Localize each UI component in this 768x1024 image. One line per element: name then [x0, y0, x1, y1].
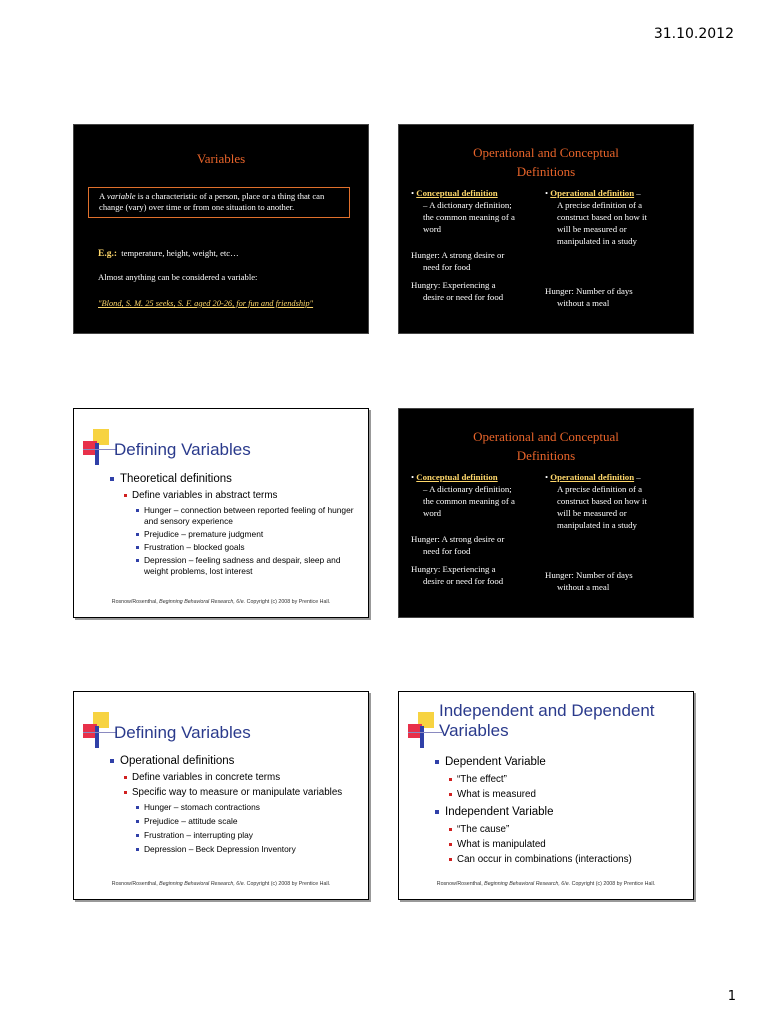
slide-title: [399, 143, 693, 181]
hungry-conceptual: Hungry: Experiencing a: [411, 564, 496, 574]
title-line-2: Definitions: [516, 448, 576, 463]
conceptual-line: word: [423, 224, 442, 234]
footer-book: Beginning Behavioral Research, 6/e.: [484, 881, 571, 887]
hunger-operational: Hunger: Number of days: [545, 286, 633, 296]
list-item: Operational definitions: [108, 754, 360, 769]
footer-text: Rosnow/Rosenthal,: [111, 599, 160, 605]
list-item: Frustration – interrupting play: [108, 830, 360, 841]
conceptual-column: • Conceptual definition – A dictionary definition; the common meaning of a word Hunger: A strong desire or need for food Hungry: Experiencing a desire or need for food: [411, 187, 543, 303]
list-item: Frustration – blocked goals: [108, 542, 360, 553]
footer-copyright: Copyright (c) 2008 by Prentice Hall.: [570, 881, 656, 887]
operational-column: • Operational definition – A precise definition of a construct based on how it will be measured or manipulated in a study Hunger: Number of days without a meal: [545, 471, 685, 593]
conceptual-line: – A dictionary definition;: [423, 200, 512, 210]
list-item: What is manipulated: [433, 838, 685, 851]
footer-text: Rosnow/Rosenthal,: [111, 881, 160, 887]
hunger-operational-cont: without a meal: [557, 582, 610, 592]
hunger-operational-cont: without a meal: [557, 298, 610, 308]
list-item: What is measured: [433, 788, 685, 801]
slide-operational-conceptual: [398, 124, 694, 334]
operational-heading: Operational definition: [550, 188, 635, 198]
operational-line: manipulated in a study: [557, 520, 637, 530]
list-item: Define variables in concrete terms: [108, 771, 360, 784]
bullet-list: [108, 754, 360, 855]
slide-title: Defining Variables: [114, 440, 251, 459]
almost-anything-text: Almost anything can be considered a variable:: [98, 272, 258, 282]
title-line-1: Independent and Dependent: [439, 701, 655, 720]
operational-line: construct based on how it: [557, 212, 647, 222]
conceptual-heading: Conceptual definition: [416, 472, 498, 482]
slide-title: Defining Variables: [114, 723, 251, 742]
example-line: [98, 248, 239, 259]
list-item: Depression – feeling sadness and despair, sleep and weight problems, lost interest: [108, 555, 360, 577]
operational-line: will be measured or: [557, 508, 627, 518]
example-label: E.g.:: [98, 249, 117, 259]
list-item: Define variables in abstract terms: [108, 489, 360, 502]
operational-heading: Operational definition: [550, 472, 635, 482]
operational-line: construct based on how it: [557, 496, 647, 506]
bullet-list: [433, 755, 685, 866]
conceptual-line: the common meaning of a: [423, 496, 515, 506]
example-text: temperature, height, weight, etc…: [117, 248, 239, 258]
operational-column: • Operational definition – A precise definition of a construct based on how it will be measured or manipulated in a study Hunger: Number of days without a meal: [545, 187, 685, 309]
definition-text-rest: is a characteristic of a person, place or a thing that can change (vary) over time or from one situation to another.: [99, 191, 325, 212]
conceptual-heading: Conceptual definition: [416, 188, 498, 198]
operational-dash: –: [634, 188, 641, 198]
definition-term: variable: [106, 191, 136, 201]
footer-book: Beginning Behavioral Research, 6/e.: [159, 881, 246, 887]
definition-text: A: [99, 191, 107, 201]
list-item: “The effect”: [433, 773, 685, 786]
slide-title: [399, 427, 693, 465]
list-item: Prejudice – attitude scale: [108, 816, 360, 827]
slide-title: Variables: [196, 151, 246, 166]
list-item: Depression – Beck Depression Inventory: [108, 844, 360, 855]
footer-text: Rosnow/Rosenthal,: [436, 881, 485, 887]
slide-defining-variables-theoretical: [73, 408, 369, 618]
variable-definition-box: [88, 187, 350, 218]
hunger-conceptual: Hunger: A strong desire or: [411, 534, 505, 544]
operational-line: A precise definition of a: [557, 484, 643, 494]
bullet-list: [108, 472, 360, 577]
hungry-conceptual: Hungry: Experiencing a: [411, 280, 496, 290]
page-number: 1: [727, 989, 736, 1004]
slide-footer: [399, 881, 693, 887]
slide-footer: [74, 881, 368, 887]
footer-copyright: Copyright (c) 2008 by Prentice Hall.: [245, 599, 331, 605]
title-line-2: Variables: [439, 721, 509, 740]
list-item: Theoretical definitions: [108, 472, 360, 487]
hunger-conceptual-cont: need for food: [423, 262, 471, 272]
operational-line: will be measured or: [557, 224, 627, 234]
list-item: Can occur in combinations (interactions): [433, 853, 685, 866]
slide-title: [439, 701, 655, 741]
slide-defining-variables-operational: [73, 691, 369, 900]
hunger-conceptual-cont: need for food: [423, 546, 471, 556]
footer-copyright: Copyright (c) 2008 by Prentice Hall.: [245, 881, 331, 887]
hungry-conceptual-cont: desire or need for food: [423, 292, 504, 302]
operational-line: manipulated in a study: [557, 236, 637, 246]
slide-operational-conceptual-2: [398, 408, 694, 618]
footer-book: Beginning Behavioral Research, 6/e.: [159, 599, 246, 605]
conceptual-column: • Conceptual definition – A dictionary definition; the common meaning of a word Hunger: A strong desire or need for food Hungry: Experiencing a desire or need for food: [411, 471, 543, 587]
list-item: Specific way to measure or manipulate variables: [108, 786, 360, 799]
hunger-operational: Hunger: Number of days: [545, 570, 633, 580]
title-line-1: Operational and Conceptual: [473, 145, 619, 160]
title-line-1: Operational and Conceptual: [473, 429, 619, 444]
title-line-2: Definitions: [516, 164, 576, 179]
operational-line: A precise definition of a: [557, 200, 643, 210]
operational-dash: –: [634, 472, 641, 482]
conceptual-line: word: [423, 508, 442, 518]
list-item: Prejudice – premature judgment: [108, 529, 360, 540]
conceptual-line: the common meaning of a: [423, 212, 515, 222]
personal-ad-quote: "Blond, S. M. 25 seeks, S. F. aged 20-26, for fun and friendship": [98, 299, 314, 308]
slide-footer: [74, 599, 368, 605]
list-item: Hunger – stomach contractions: [108, 802, 360, 813]
hunger-conceptual: Hunger: A strong desire or: [411, 250, 505, 260]
hungry-conceptual-cont: desire or need for food: [423, 576, 504, 586]
list-item: Dependent Variable: [433, 755, 685, 770]
list-item: Hunger – connection between reported feeling of hunger and sensory experience: [108, 505, 360, 527]
list-item: Independent Variable: [433, 805, 685, 820]
conceptual-line: – A dictionary definition;: [423, 484, 512, 494]
slide-variables: [73, 124, 369, 334]
print-date: 31.10.2012: [653, 26, 734, 42]
slide-independent-dependent: [398, 691, 694, 900]
list-item: “The cause”: [433, 823, 685, 836]
